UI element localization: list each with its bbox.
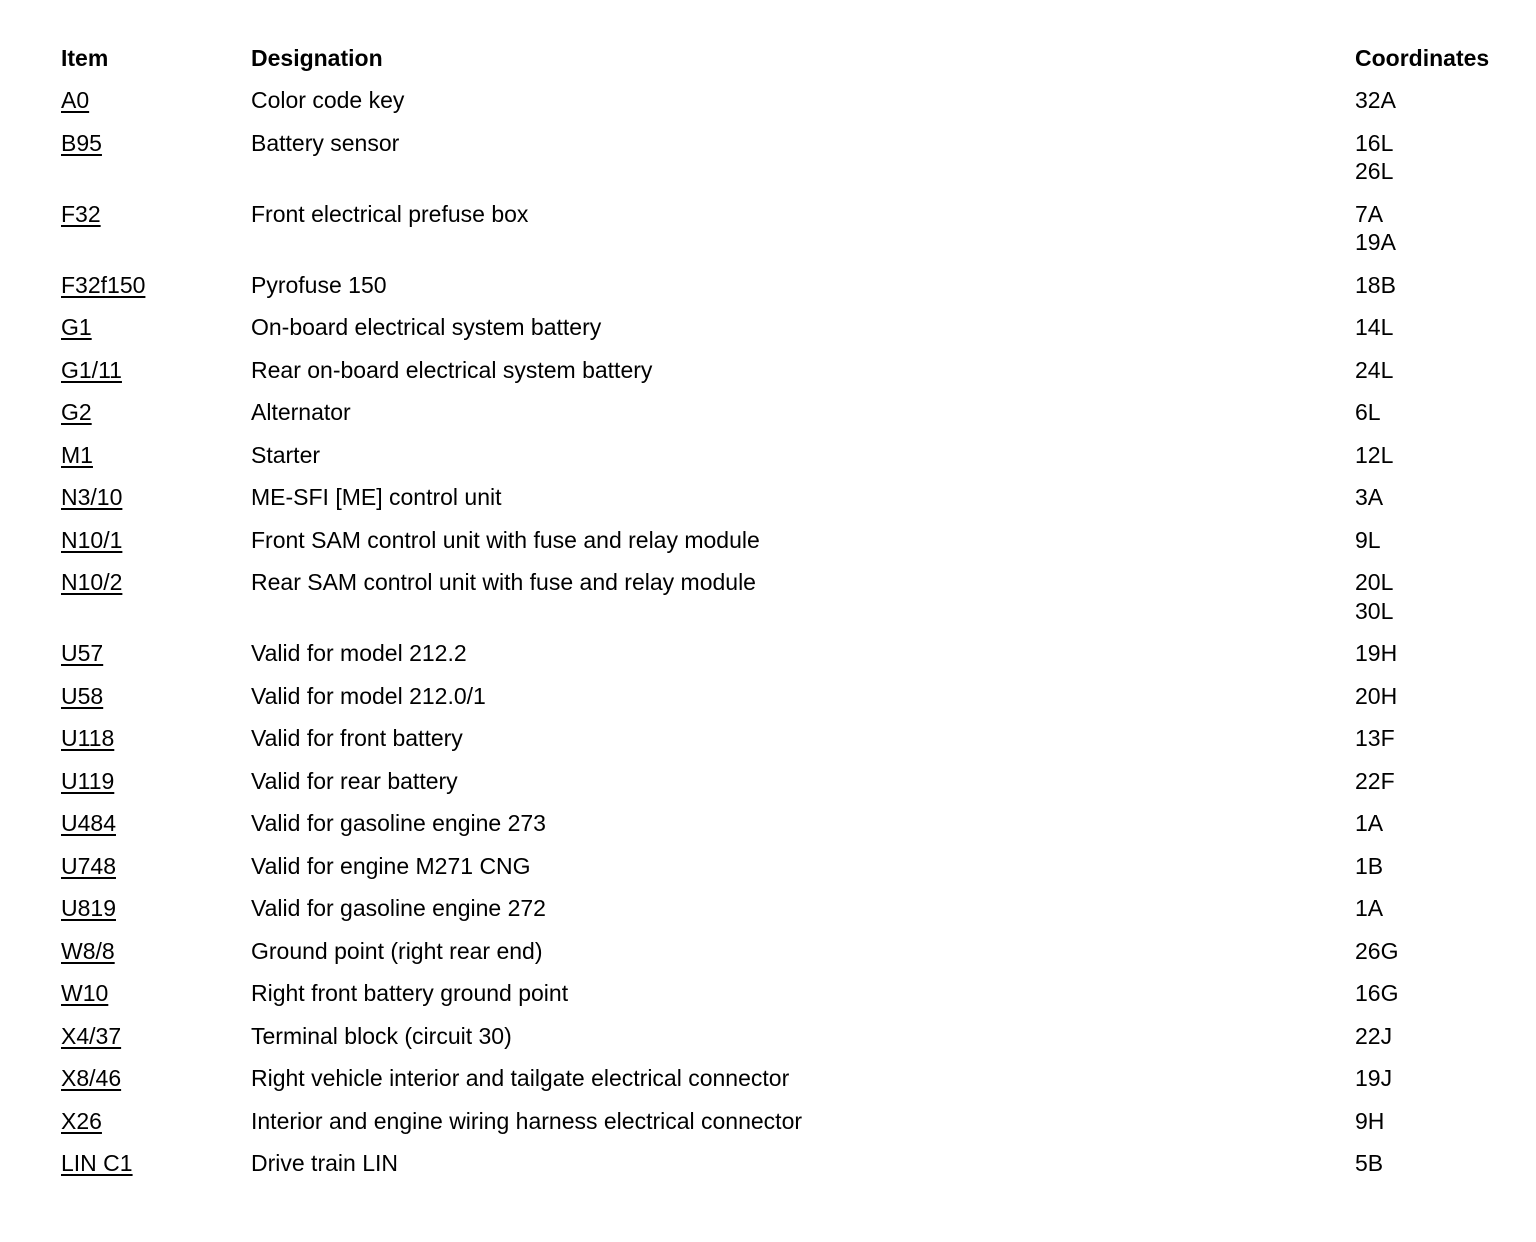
coordinates-cell bbox=[1355, 271, 1521, 300]
coordinates-cell bbox=[1355, 129, 1521, 186]
designation-cell: Valid for gasoline engine 272 bbox=[251, 895, 546, 921]
coordinates-cell bbox=[1355, 979, 1521, 1008]
designation-cell: Alternator bbox=[251, 399, 351, 425]
table-row bbox=[61, 1064, 1521, 1093]
coordinates-cell bbox=[1355, 724, 1521, 753]
item-cell bbox=[61, 441, 251, 470]
table-row bbox=[61, 639, 1521, 668]
component-legend-table bbox=[61, 44, 1521, 1192]
item-link[interactable]: X8/46 bbox=[61, 1065, 122, 1091]
designation-cell: Terminal block (circuit 30) bbox=[251, 1022, 512, 1049]
coordinate-value: 30L bbox=[1355, 597, 1394, 624]
item-link[interactable]: U748 bbox=[61, 852, 116, 879]
table-row bbox=[61, 894, 1521, 923]
item-link[interactable]: LIN C1 bbox=[61, 1150, 133, 1176]
table-row bbox=[61, 724, 1521, 753]
item-cell bbox=[61, 767, 251, 796]
coordinate-value: 3A bbox=[1355, 484, 1384, 510]
item-cell bbox=[61, 809, 251, 838]
designation-cell: Rear on-board electrical system battery bbox=[251, 356, 653, 383]
coordinates-cell bbox=[1355, 356, 1521, 385]
table-row bbox=[61, 86, 1521, 115]
coordinates-cell bbox=[1355, 682, 1521, 711]
coordinate-value: 22J bbox=[1355, 1022, 1393, 1049]
coordinates-cell bbox=[1355, 200, 1521, 257]
coordinate-value: 5B bbox=[1355, 1150, 1384, 1176]
item-cell bbox=[61, 979, 251, 1008]
item-cell bbox=[61, 129, 251, 158]
coordinates-cell bbox=[1355, 313, 1521, 342]
item-link[interactable]: N10/2 bbox=[61, 569, 123, 595]
item-cell bbox=[61, 724, 251, 753]
coordinates-cell bbox=[1355, 441, 1521, 470]
coordinate-value: 18B bbox=[1355, 271, 1396, 298]
table-row bbox=[61, 356, 1521, 385]
coordinates-cell bbox=[1355, 568, 1521, 625]
coordinate-value: 9L bbox=[1355, 526, 1381, 553]
item-link[interactable]: F32 bbox=[61, 200, 101, 227]
item-link[interactable]: X4/37 bbox=[61, 1022, 122, 1049]
coordinates-cell bbox=[1355, 809, 1521, 838]
table-row bbox=[61, 852, 1521, 881]
item-link[interactable]: U119 bbox=[61, 767, 115, 794]
coordinate-value: 26L bbox=[1355, 158, 1394, 184]
coordinate-value: 26G bbox=[1355, 937, 1399, 964]
coordinate-value: 1A bbox=[1355, 810, 1384, 836]
coordinate-value: 14L bbox=[1355, 314, 1394, 340]
designation-cell: ME-SFI [ME] control unit bbox=[251, 484, 502, 510]
coordinate-value: 13F bbox=[1355, 725, 1395, 751]
table-row bbox=[61, 1149, 1521, 1178]
coordinate-value: 7A bbox=[1355, 200, 1384, 227]
coordinate-value: 20L bbox=[1355, 569, 1394, 595]
table-row bbox=[61, 483, 1521, 512]
table-row bbox=[61, 682, 1521, 711]
item-link[interactable]: U118 bbox=[61, 725, 115, 751]
designation-cell: Valid for model 212.2 bbox=[251, 640, 467, 666]
item-link[interactable]: F32f150 bbox=[61, 271, 146, 298]
table-row bbox=[61, 129, 1521, 186]
coordinates-cell bbox=[1355, 639, 1521, 668]
coordinates-cell bbox=[1355, 937, 1521, 966]
coordinate-value: 9H bbox=[1355, 1107, 1385, 1134]
designation-cell: Rear SAM control unit with fuse and relay module bbox=[251, 569, 756, 595]
item-cell bbox=[61, 313, 251, 342]
item-link[interactable]: B95 bbox=[61, 129, 102, 156]
table-row bbox=[61, 937, 1521, 966]
table-row bbox=[61, 767, 1521, 796]
header-item: Item bbox=[61, 45, 109, 71]
item-link[interactable]: X26 bbox=[61, 1107, 102, 1134]
designation-cell: Ground point (right rear end) bbox=[251, 937, 543, 964]
designation-cell: Interior and engine wiring harness electrical connector bbox=[251, 1107, 803, 1134]
item-cell bbox=[61, 639, 251, 668]
item-link[interactable]: G1 bbox=[61, 314, 92, 340]
item-cell bbox=[61, 271, 251, 300]
designation-cell: Valid for gasoline engine 273 bbox=[251, 810, 546, 836]
table-row bbox=[61, 568, 1521, 625]
item-cell bbox=[61, 356, 251, 385]
item-cell bbox=[61, 526, 251, 555]
item-link[interactable]: G2 bbox=[61, 399, 92, 425]
table-row bbox=[61, 1022, 1521, 1051]
item-link[interactable]: N10/1 bbox=[61, 526, 123, 553]
item-link[interactable]: U58 bbox=[61, 682, 104, 709]
designation-cell: Front SAM control unit with fuse and relay module bbox=[251, 526, 760, 553]
table-row bbox=[61, 200, 1521, 257]
item-link[interactable]: U57 bbox=[61, 640, 104, 666]
item-cell bbox=[61, 937, 251, 966]
coordinate-value: 16G bbox=[1355, 980, 1399, 1006]
coordinate-value: 12L bbox=[1355, 441, 1394, 468]
designation-cell: Battery sensor bbox=[251, 129, 400, 156]
coordinates-cell bbox=[1355, 1149, 1521, 1178]
coordinate-value: 20H bbox=[1355, 682, 1398, 709]
coordinates-cell bbox=[1355, 852, 1521, 881]
item-cell bbox=[61, 1149, 251, 1178]
table-header-row bbox=[61, 44, 1521, 82]
table-row bbox=[61, 271, 1521, 300]
table-row bbox=[61, 313, 1521, 342]
coordinates-cell bbox=[1355, 1022, 1521, 1051]
table-row bbox=[61, 1107, 1521, 1136]
header-designation: Designation bbox=[251, 45, 383, 71]
header-coordinates: Coordinates bbox=[1355, 45, 1490, 71]
coordinate-value: 16L bbox=[1355, 129, 1394, 156]
coordinate-value: 24L bbox=[1355, 356, 1394, 383]
coordinates-cell bbox=[1355, 767, 1521, 796]
coordinates-cell bbox=[1355, 526, 1521, 555]
designation-cell: Drive train LIN bbox=[251, 1150, 398, 1176]
designation-cell: Color code key bbox=[251, 87, 405, 113]
designation-cell: Starter bbox=[251, 441, 321, 468]
item-cell bbox=[61, 894, 251, 923]
table-row bbox=[61, 526, 1521, 555]
item-cell bbox=[61, 568, 251, 597]
designation-cell: Valid for engine M271 CNG bbox=[251, 852, 531, 879]
coordinate-value: 32A bbox=[1355, 87, 1396, 113]
coordinate-value: 19H bbox=[1355, 640, 1398, 666]
item-cell bbox=[61, 483, 251, 512]
item-link[interactable]: W8/8 bbox=[61, 937, 115, 964]
coordinate-value: 1B bbox=[1355, 852, 1384, 879]
coordinate-value: 22F bbox=[1355, 767, 1395, 794]
designation-cell: Pyrofuse 150 bbox=[251, 271, 387, 298]
coordinate-value: 19J bbox=[1355, 1065, 1393, 1091]
item-link[interactable]: W10 bbox=[61, 980, 109, 1006]
coordinate-value: 6L bbox=[1355, 399, 1381, 425]
coordinates-cell bbox=[1355, 894, 1521, 923]
coordinate-value: 1A bbox=[1355, 895, 1384, 921]
designation-cell: On-board electrical system battery bbox=[251, 314, 602, 340]
designation-cell: Front electrical prefuse box bbox=[251, 200, 529, 227]
designation-cell: Right vehicle interior and tailgate electrical connector bbox=[251, 1065, 790, 1091]
table-row bbox=[61, 398, 1521, 427]
item-link[interactable]: U819 bbox=[61, 895, 116, 921]
item-link[interactable]: N3/10 bbox=[61, 484, 123, 510]
item-cell bbox=[61, 852, 251, 881]
item-cell bbox=[61, 1022, 251, 1051]
coordinates-cell bbox=[1355, 1064, 1521, 1093]
designation-cell: Valid for rear battery bbox=[251, 767, 458, 794]
designation-cell: Right front battery ground point bbox=[251, 980, 569, 1006]
item-link[interactable]: U484 bbox=[61, 810, 116, 836]
item-link[interactable]: A0 bbox=[61, 87, 90, 113]
coordinates-cell bbox=[1355, 483, 1521, 512]
table-row bbox=[61, 809, 1521, 838]
item-cell bbox=[61, 200, 251, 229]
coordinates-cell bbox=[1355, 398, 1521, 427]
table-row bbox=[61, 979, 1521, 1008]
item-link[interactable]: M1 bbox=[61, 441, 93, 468]
coordinate-value: 19A bbox=[1355, 229, 1396, 255]
item-cell bbox=[61, 398, 251, 427]
designation-cell: Valid for model 212.0/1 bbox=[251, 682, 486, 709]
designation-cell: Valid for front battery bbox=[251, 725, 463, 751]
coordinates-cell bbox=[1355, 86, 1521, 115]
item-cell bbox=[61, 1064, 251, 1093]
item-link[interactable]: G1/11 bbox=[61, 356, 122, 383]
item-cell bbox=[61, 86, 251, 115]
coordinates-cell bbox=[1355, 1107, 1521, 1136]
item-cell bbox=[61, 682, 251, 711]
item-cell bbox=[61, 1107, 251, 1136]
table-body bbox=[61, 86, 1521, 1178]
table-row bbox=[61, 441, 1521, 470]
